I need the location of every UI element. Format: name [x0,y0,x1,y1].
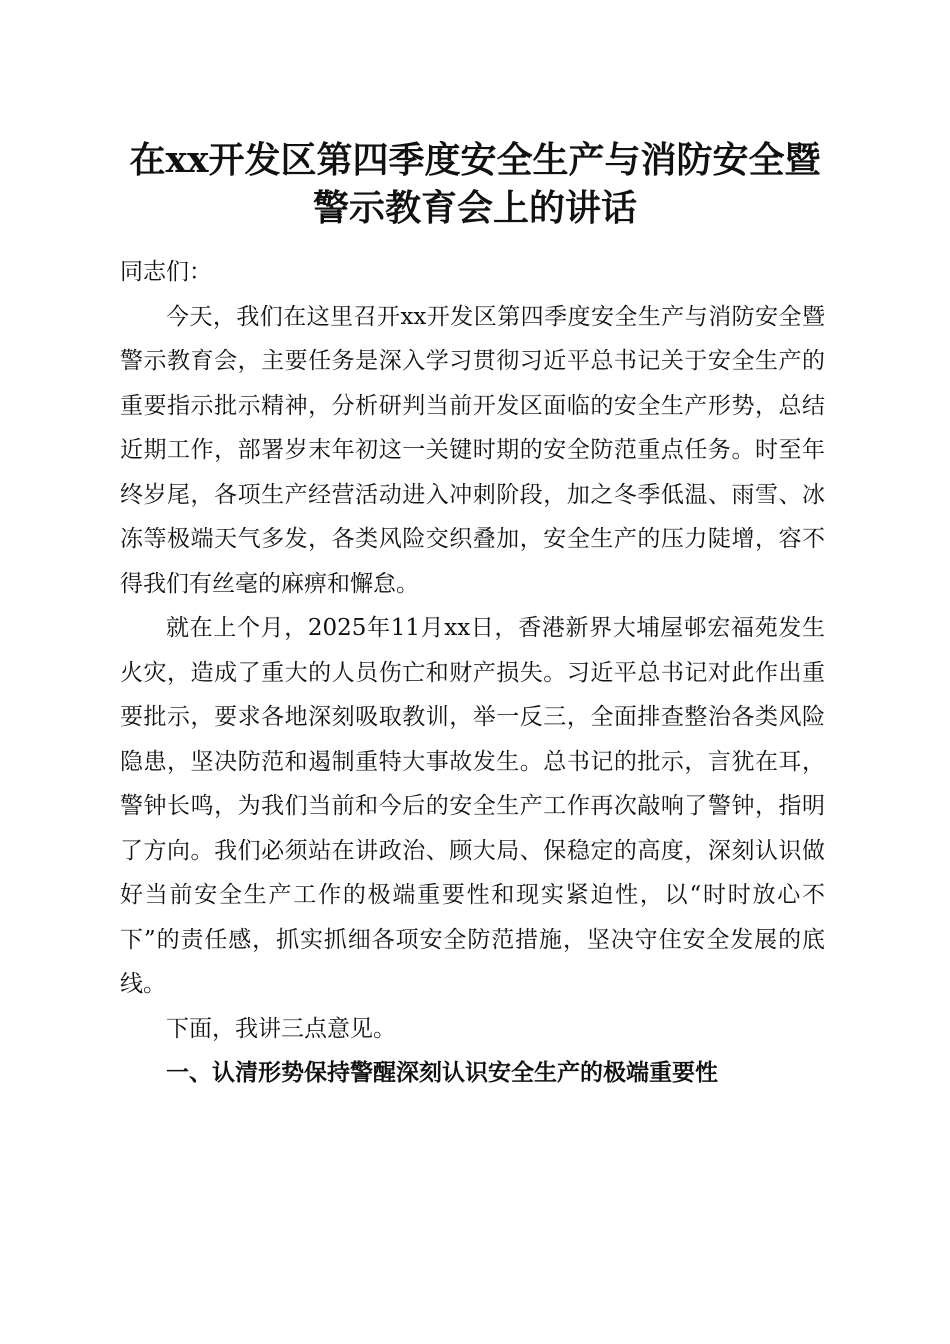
paragraph-opening: 今天，我们在这里召开xx开发区第四季度安全生产与消防安全暨警示教育会，主要任务是深入学习贯彻习近平总书记关于安全生产的重要指示批示精神，分析研判当前开发区面临的安全生产形势，总结近期工作，部署岁末年初这一关键时期的安全防范重点任务。时至年终岁尾，各项生产经营活动进入冲刺阶段，加之冬季低温、雨雪、冰冻等极端天气多发，各类风险交织叠加，安全生产的压力陡增，容不得我们有丝毫的麻痹和懈怠。 [120,303,825,597]
title-line-1: 在xx开发区第四季度安全生产与消防安全暨 [129,139,821,181]
section-heading-1: 一、认清形势保持警醒深刻认识安全生产的极端重要性 [166,1060,718,1086]
paragraph-incident: 就在上个月，2025年11月xx日，香港新界大埔屋邨宏福苑发生火灾，造成了重大的人员伤亡和财产损失。习近平总书记对此作出重要批示，要求各地深刻吸取教训，举一反三，全面排查整治各类风险隐患，坚决防范和遏制重特大事故发生。总书记的批示，言犹在耳，警钟长鸣，为我们当前和今后的安全生产工作再次敲响了警钟，指明了方向。我们必须站在讲政治、顾大局、保稳定的高度，深刻认识做好当前安全生产工作的极端重要性和现实紧迫性，以“时时放心不下”的责任感，抓实抓细各项安全防范措施，坚决守住安全发展的底线。 [120,615,825,997]
title-line-2: 警示教育会上的讲话 [312,187,637,229]
document-title [100,136,850,232]
greeting: 同志们： [120,259,212,285]
speech-body [120,250,825,1096]
paragraph-transition: 下面，我讲三点意见。 [166,1015,396,1042]
